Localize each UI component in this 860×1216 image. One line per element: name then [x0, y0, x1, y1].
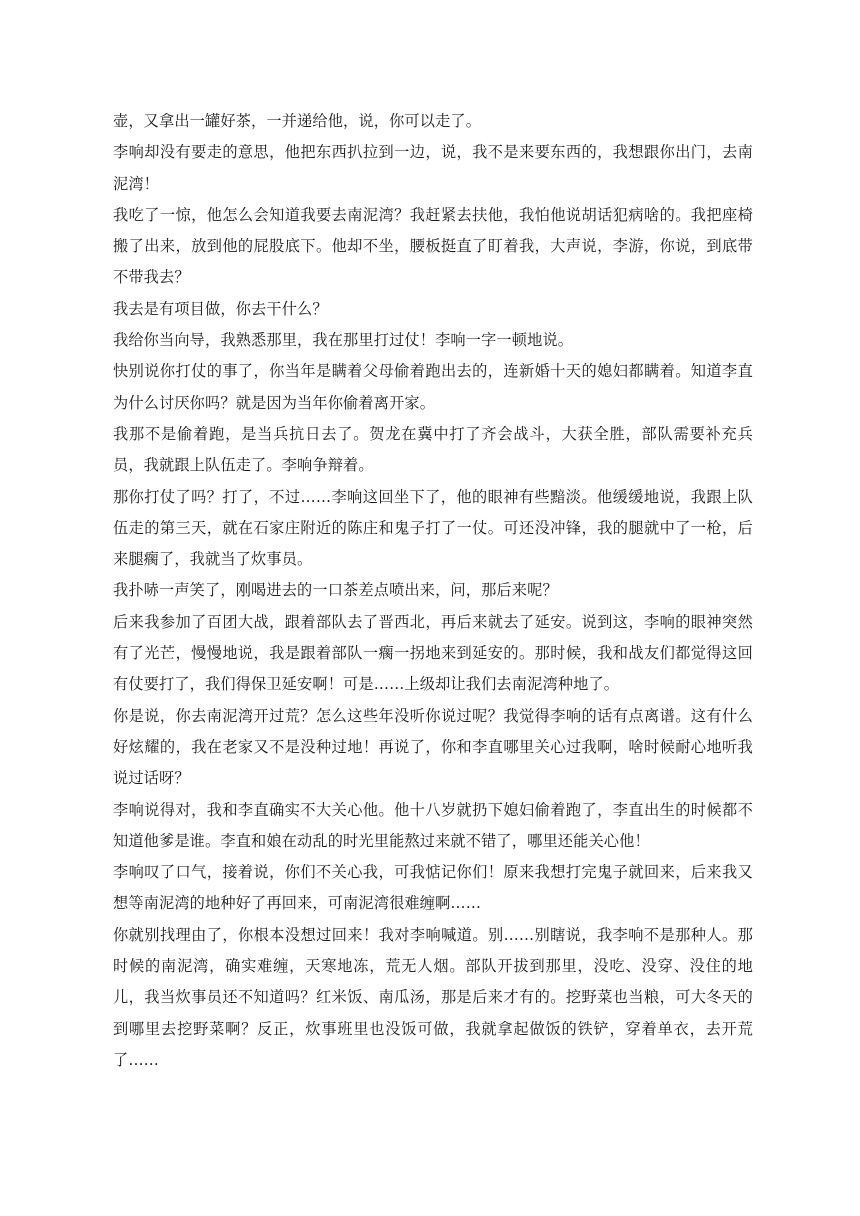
story-text — [113, 106, 753, 1076]
paragraph: 你是说，你去南泥湾开过荒？怎么这些年没听你说过呢？我觉得李响的话有点离谱。这有什么好炫耀的，我在老家又不是没种过地！再说了，你和李直哪里关心过我啊，啥时候耐心地听我说过话呀？ — [113, 706, 753, 788]
paragraph: 壶，又拿出一罐好茶，一并递给他，说，你可以走了。 — [113, 112, 482, 130]
paragraph: 你就别找理由了，你根本没想过回来！我对李响喊道。别……别瞎说，我李响不是那种人。那时候的南泥湾，确实难缠，天寒地冻，荒无人烟。部队开拔到那里，没吃、没穿、没住的地儿，我当炊事员还不知道吗？红米饭、南瓜汤，那是后来才有的。挖野菜也当粮，可大冬天的到哪里去挖野菜啊？反正，炊事班里也没饭可做，我就拿起做饭的铁铲，穿着单衣，去开荒了…… — [113, 925, 753, 1069]
paragraph: 快别说你打仗的事了，你当年是瞒着父母偷着跑出去的，连新婚十天的媳妇都瞒着。知道李直为什么讨厌你吗？就是因为当年你偷着离开家。 — [113, 362, 753, 412]
paragraph: 后来我参加了百团大战，跟着部队去了晋西北，再后来就去了延安。说到这，李响的眼神突然有了光芒，慢慢地说，我是跟着部队一瘸一拐地来到延安的。那时候，我和战友们都觉得这回有仗要打了，我们得保卫延安啊！可是……上级却让我们去南泥湾种地了。 — [113, 612, 753, 694]
paragraph: 那你打仗了吗？打了，不过……李响这回坐下了，他的眼神有些黯淡。他缓缓地说，我跟上队伍走的第三天，就在石家庄附近的陈庄和鬼子打了一仗。可还没冲锋，我的腿就中了一枪，后来腿瘸了，我就当了炊事员。 — [113, 487, 753, 569]
paragraph: 我扑哧一声笑了，刚喝进去的一口茶差点喷出来，问，那后来呢？ — [113, 581, 558, 600]
paragraph: 李响叹了口气，接着说，你们不关心我，可我惦记你们！原来我想打完鬼子就回来，后来我又想等南泥湾的地种好了再回来，可南泥湾很难缠啊…… — [113, 863, 753, 913]
paragraph: 我那不是偷着跑，是当兵抗日去了。贺龙在冀中打了齐会战斗，大获全胜，部队需要补充兵员，我就跟上队伍走了。李响争辩着。 — [113, 424, 753, 475]
paragraph: 我给你当向导，我熟悉那里，我在那里打过仗！李响一字一顿地说。 — [113, 331, 574, 350]
paragraph: 我去是有项目做，你去干什么？ — [113, 299, 328, 318]
paragraph: 李响却没有要走的意思，他把东西扒拉到一边，说，我不是来要东西的，我想跟你出门，去南泥湾！ — [113, 143, 753, 193]
paragraph: 我吃了一惊，他怎么会知道我要去南泥湾？我赶紧去扶他，我怕他说胡话犯病啥的。我把座椅搬了出来，放到他的屁股底下。他却不坐，腰板挺直了盯着我，大声说，李游，你说，到底带不带我去？ — [113, 205, 753, 287]
paragraph: 李响说得对，我和李直确实不大关心他。他十八岁就扔下媳妇偷着跑了，李直出生的时候都不知道他爹是谁。李直和娘在动乱的时光里能熬过来就不错了，哪里还能关心他！ — [113, 800, 753, 850]
